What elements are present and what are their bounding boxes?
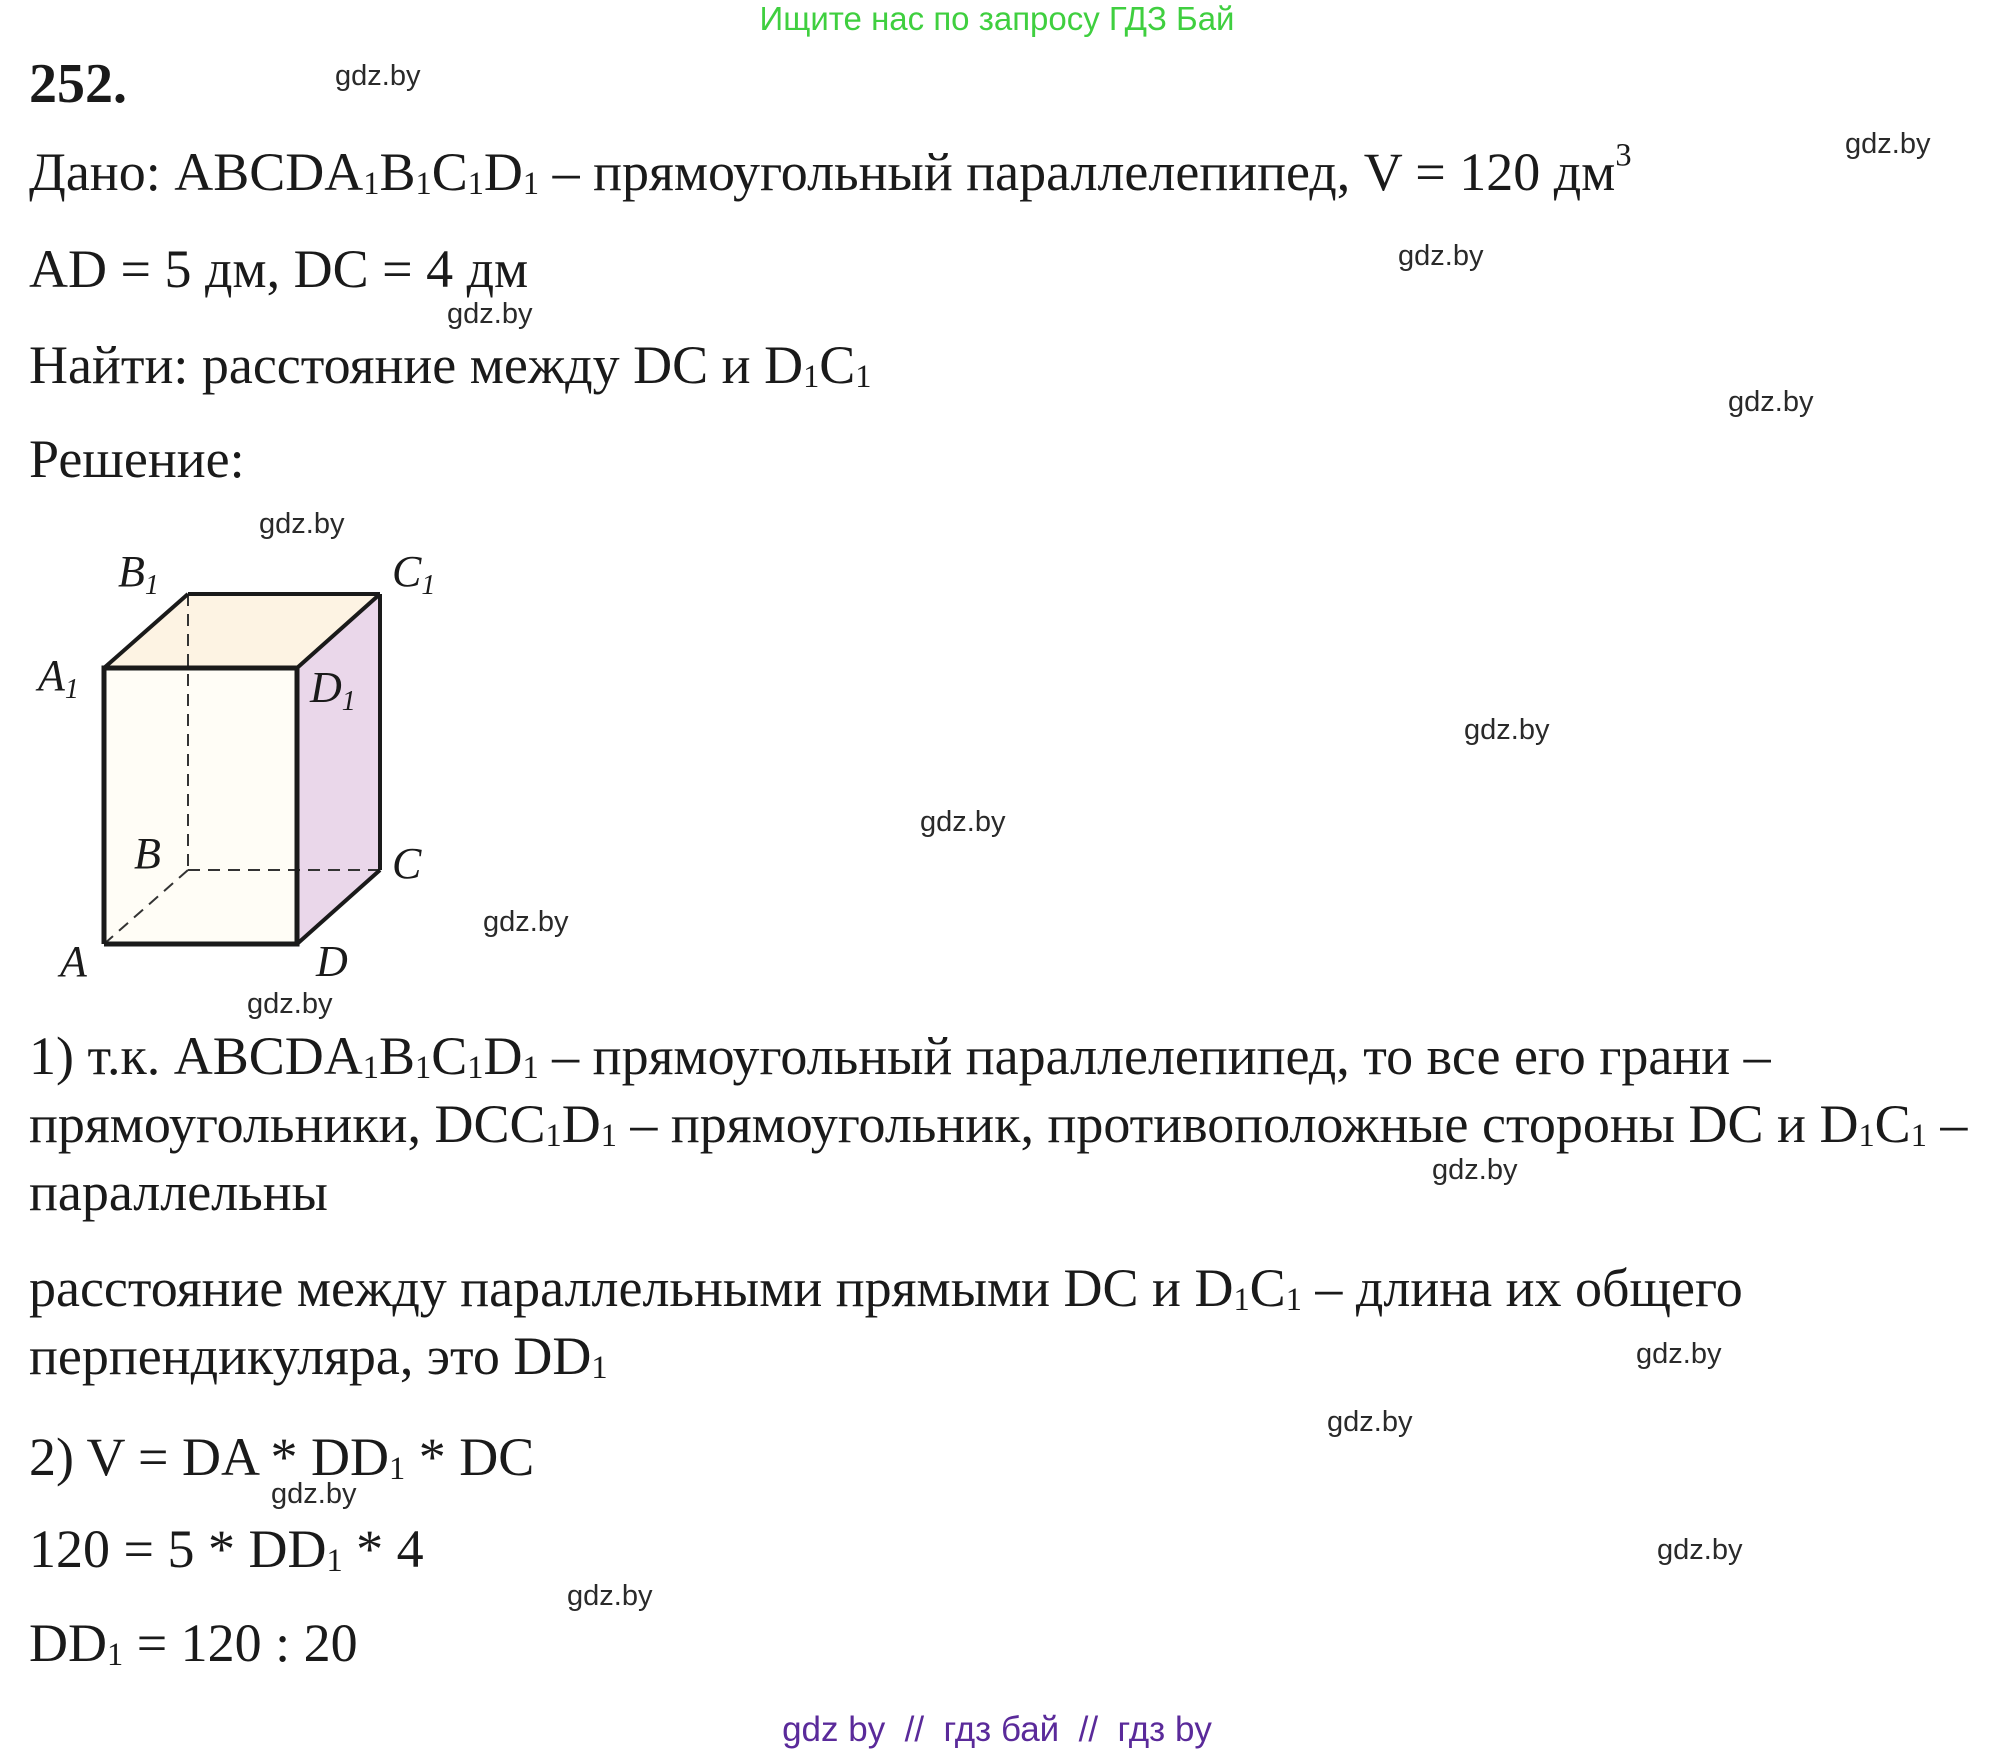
given-name: ABCDA <box>174 142 364 202</box>
text-run: C <box>431 1026 468 1086</box>
given-line <box>29 137 1632 202</box>
text-run: * DC <box>405 1427 535 1487</box>
text-run: 1) т.к. ABCDA <box>29 1026 363 1086</box>
vertex-label-c: C <box>392 839 422 888</box>
vertex-label-b1: B1 <box>118 547 159 601</box>
watermark: gdz.by <box>1464 714 1550 746</box>
watermark: gdz.by <box>1728 386 1814 418</box>
watermark: gdz.by <box>567 1580 653 1612</box>
vertex-label-b: B <box>134 829 161 878</box>
given-b: B <box>379 142 416 202</box>
subscript: 1 <box>522 1049 539 1086</box>
watermark: gdz.by <box>1327 1406 1413 1438</box>
find-text: Найти: расстояние между DC и D <box>29 335 804 395</box>
given-rest: – прямоугольный параллелепипед, V = 120 дм <box>539 142 1616 202</box>
watermark: gdz.by <box>920 806 1006 838</box>
text-run: B <box>379 1026 416 1086</box>
text-run: D <box>483 1026 523 1086</box>
text-run: D <box>561 1094 601 1154</box>
text-run: – прямоугольный параллелепипед, то все его грани – прямоугольники, DCC <box>29 1026 1771 1154</box>
subscript: 1 <box>1910 1117 1927 1154</box>
watermark: gdz.by <box>1398 240 1484 272</box>
watermark: gdz.by <box>1845 128 1931 160</box>
watermark: gdz.by <box>1657 1534 1743 1566</box>
height-result <box>29 1613 358 1673</box>
subscript: 1 <box>803 358 820 395</box>
text-run: 2) V = DA * DD <box>29 1427 389 1487</box>
subscript: 1 <box>415 1049 432 1086</box>
subscript: 1 <box>415 165 432 202</box>
solution-step-1 <box>29 1022 1979 1226</box>
subscript: 1 <box>1858 1117 1875 1154</box>
watermark: gdz.by <box>335 60 421 92</box>
promo-banner: Ищите нас по запросу ГДЗ Бай <box>759 0 1235 37</box>
find-line <box>29 335 872 395</box>
given-label: Дано: <box>29 142 175 202</box>
subscript: 1 <box>467 165 484 202</box>
subscript: 1 <box>363 165 380 202</box>
problem-number: 252. <box>29 53 127 115</box>
watermark: gdz.by <box>1432 1154 1518 1186</box>
front-face <box>104 668 297 944</box>
parallelepiped-figure <box>30 540 470 990</box>
text-run: * 4 <box>342 1519 424 1579</box>
subscript: 1 <box>107 1636 124 1673</box>
solution-label: Решение: <box>29 429 245 489</box>
text-run: – прямоугольник, противоположные стороны DC и D <box>616 1094 1859 1154</box>
text-run: DD <box>29 1613 107 1673</box>
subscript: 1 <box>389 1450 406 1487</box>
text-run: 120 = 5 * DD <box>29 1519 327 1579</box>
given-dimensions: AD = 5 дм, DC = 4 дм <box>29 239 529 299</box>
find-c: C <box>819 335 856 395</box>
text-run: C <box>1249 1258 1286 1318</box>
vertex-label-d1: D1 <box>310 663 356 717</box>
superscript: 3 <box>1615 137 1632 174</box>
subscript: 1 <box>600 1117 617 1154</box>
subscript: 1 <box>362 1049 379 1086</box>
subscript: 1 <box>545 1117 562 1154</box>
footer-links: gdz by // гдз бай // гдз by <box>782 1710 1212 1749</box>
vertex-label-a1: A1 <box>38 651 79 705</box>
volume-formula <box>29 1427 535 1487</box>
subscript: 1 <box>1285 1281 1302 1318</box>
watermark: gdz.by <box>247 988 333 1020</box>
text-run: расстояние между параллельными прямыми DC и D <box>29 1258 1234 1318</box>
watermark: gdz.by <box>271 1478 357 1510</box>
given-c: C <box>431 142 468 202</box>
vertex-label-d: D <box>316 937 348 986</box>
volume-substitution <box>29 1519 424 1579</box>
vertex-label-a: A <box>60 937 87 986</box>
text-run: – длина их общего перпендикуляра, это DD <box>29 1258 1743 1386</box>
text-run: C <box>1874 1094 1911 1154</box>
subscript: 1 <box>522 165 540 202</box>
subscript: 1 <box>326 1542 343 1579</box>
vertex-label-c1: C1 <box>392 547 436 601</box>
subscript: 1 <box>467 1049 484 1086</box>
subscript: 1 <box>855 358 872 395</box>
subscript: 1 <box>591 1349 608 1386</box>
text-run: = 120 : 20 <box>123 1613 358 1673</box>
watermark: gdz.by <box>447 298 533 330</box>
subscript: 1 <box>1233 1281 1250 1318</box>
given-d: D <box>483 142 523 202</box>
watermark: gdz.by <box>259 508 345 540</box>
text-run: – параллельны <box>29 1094 1968 1222</box>
watermark: gdz.by <box>1636 1338 1722 1370</box>
watermark: gdz.by <box>483 906 569 938</box>
